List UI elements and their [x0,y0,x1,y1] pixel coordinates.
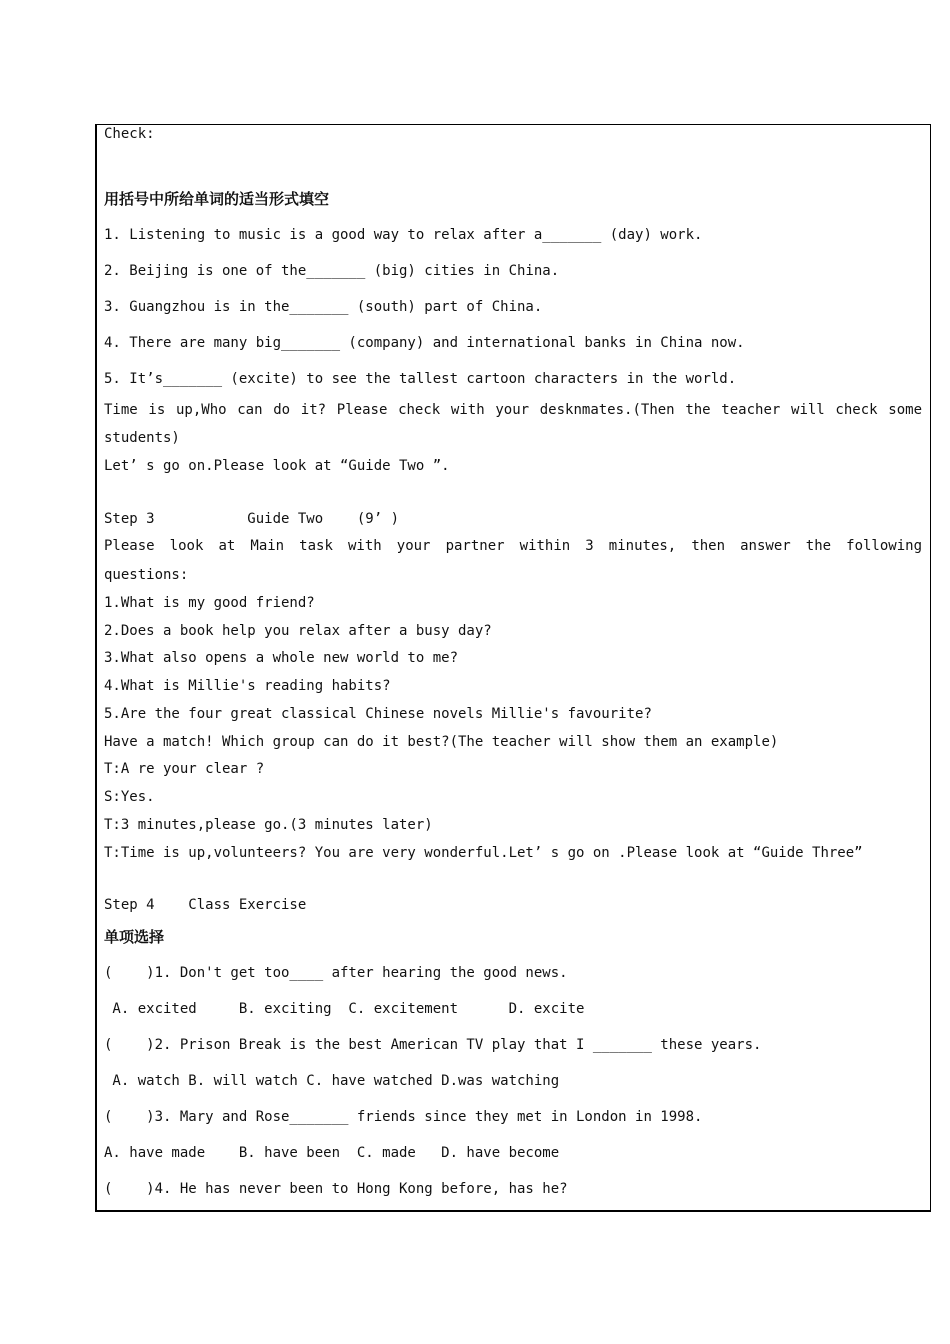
dialogue-line: T:A re your clear ? [104,761,265,777]
go-on-line: Let’ s go on.Please look at “Guide Two ”. [104,458,450,474]
mc-question: ( )3. Mary and Rose_______ friends since they met in London in 1998. [104,1109,703,1125]
time-up-line: Time is up,Who can do it? Please check with your desknmates.(Then the teacher will check some [104,402,922,418]
fill-item: 4. There are many big_______ (company) and international banks in China now. [104,335,745,351]
instruction-line: Please look at Main task with your partner within 3 minutes, then answer the following [104,538,922,554]
mc-options: A. excited B. exciting C. excitement D. excite [104,1001,585,1017]
step-4-title: Step 4 Class Exercise [104,897,307,913]
instruction-line-end: questions: [104,567,189,583]
question-item: 2.Does a book help you relax after a busy day? [104,623,492,639]
question-item: 3.What also opens a whole new world to me? [104,650,459,666]
dialogue-line: S:Yes. [104,789,155,805]
fill-item: 2. Beijing is one of the_______ (big) cities in China. [104,263,560,279]
check-label: Check: [104,126,155,142]
fill-item: 1. Listening to music is a good way to relax after a_______ (day) work. [104,227,703,243]
time-up-line-end: students) [104,430,180,446]
step-3-title: Step 3 Guide Two (9’ ) [104,511,400,527]
mc-options: A. watch B. will watch C. have watched D.was watching [104,1073,560,1089]
match-line: Have a match! Which group can do it best?(The teacher will show them an example) [104,734,779,750]
fill-item: 5. It’s_______ (excite) to see the tallest cartoon characters in the world. [104,371,737,387]
fill-item: 3. Guangzhou is in the_______ (south) part of China. [104,299,543,315]
mc-options: A. have made B. have been C. made D. have become [104,1145,560,1161]
question-item: 5.Are the four great classical Chinese novels Millie's favourite? [104,706,652,722]
mc-question: ( )1. Don't get too____ after hearing the good news. [104,965,568,981]
multiple-choice-heading: 单项选择 [104,928,165,946]
mc-question: ( )4. He has never been to Hong Kong before, has he? [104,1181,568,1197]
dialogue-line: T:Time is up,volunteers? You are very wonderful.Let’ s go on .Please look at “Guide Three” [104,845,863,861]
dialogue-line: T:3 minutes,please go.(3 minutes later) [104,817,433,833]
mc-question: ( )2. Prison Break is the best American TV play that I _______ these years. [104,1037,762,1053]
fill-in-heading: 用括号中所给单词的适当形式填空 [104,190,330,208]
question-item: 4.What is Millie's reading habits? [104,678,391,694]
question-item: 1.What is my good friend? [104,595,315,611]
